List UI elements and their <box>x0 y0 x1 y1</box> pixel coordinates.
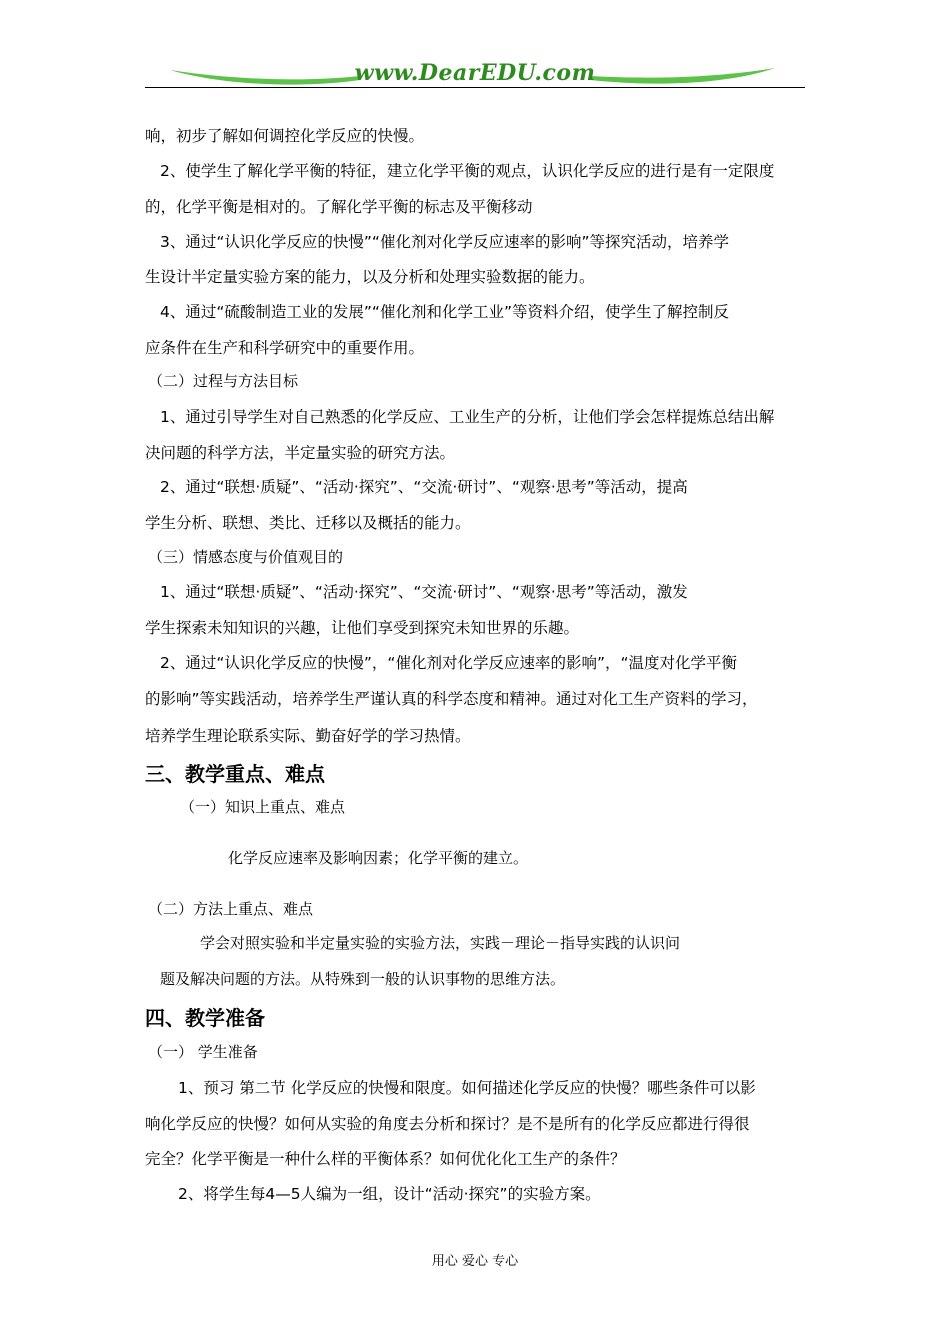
subsection-title: （二）过程与方法目标 <box>148 372 299 390</box>
page-footer: 用心 爱心 专心 <box>431 1254 519 1269</box>
para-line: 的影响”等实践活动，培养学生严谨认真的科学态度和精神。通过对化工生产资料的学习， <box>145 690 758 708</box>
site-header <box>145 58 805 90</box>
para-line: 2、通过“联想·质疑”、“活动·探究”、“交流·研讨”、“观察·思考”等活动，提高 <box>160 478 688 496</box>
para-line: 的，化学平衡是相对的。了解化学平衡的标志及平衡移动 <box>145 198 533 216</box>
para-line: 2、使学生了解化学平衡的特征，建立化学平衡的观点，认识化学反应的进行是有一定限度 <box>160 162 775 180</box>
para-line: 题及解决问题的方法。从特殊到一般的认识事物的思维方法。 <box>160 970 566 988</box>
para-line: 完全？化学平衡是一种什么样的平衡体系？如何优化化工生产的条件？ <box>145 1150 626 1168</box>
para-line: 培养学生理论联系实际、勤奋好学的学习热情。 <box>145 727 471 745</box>
section-heading-3: 三、教学重点、难点 <box>145 762 325 786</box>
para-line: 2、通过“认识化学反应的快慢”，“催化剂对化学反应速率的影响”，“温度对化学平衡 <box>160 654 738 672</box>
subsection-title: （二）方法上重点、难点 <box>148 900 314 918</box>
para-line: 1、通过“联想·质疑”、“活动·探究”、“交流·研讨”、“观察·思考”等活动，激发 <box>160 583 688 601</box>
para-line: 2、将学生每4—5人编为一组，设计“活动·探究”的实验方案。 <box>178 1185 601 1203</box>
subsection-title: （一）知识上重点、难点 <box>180 798 346 816</box>
subsection-title: （一） 学生准备 <box>148 1043 258 1061</box>
para-line: 学生探索未知知识的兴趣，让他们享受到探究未知世界的乐趣。 <box>145 619 580 637</box>
para-line: 3、通过“认识化学反应的快慢”“催化剂对化学反应速率的影响”等探究活动，培养学 <box>160 233 729 251</box>
para-line: 4、通过“硫酸制造工业的发展”“催化剂和化学工业”等资料介绍，使学生了解控制反 <box>160 303 729 321</box>
para-line: 化学反应速率及影响因素；化学平衡的建立。 <box>228 849 529 867</box>
para-line: 学生分析、联想、类比、迁移以及概括的能力。 <box>145 514 471 532</box>
section-heading-4: 四、教学准备 <box>145 1006 265 1030</box>
para-line: 生设计半定量实验方案的能力，以及分析和处理实验数据的能力。 <box>145 268 595 286</box>
para-line: 应条件在生产和科学研究中的重要作用。 <box>145 339 425 357</box>
para-line: 学会对照实验和半定量实验的实验方法，实践－理论－指导实践的认识问 <box>200 934 681 952</box>
para-line: 决问题的科学方法，半定量实验的研究方法。 <box>145 444 456 462</box>
header-divider <box>145 87 805 88</box>
para-line: 响，初步了解如何调控化学反应的快慢。 <box>145 127 425 145</box>
para-line: 响化学反应的快慢？如何从实验的角度去分析和探讨？是不是所有的化学反应都进行得很 <box>145 1115 750 1133</box>
subsection-title: （三）情感态度与价值观目的 <box>148 548 344 566</box>
para-line: 1、预习 第二节 化学反应的快慢和限度。如何描述化学反应的快慢？哪些条件可以影 <box>178 1079 756 1097</box>
para-line: 1、通过引导学生对自己熟悉的化学反应、工业生产的分析，让他们学会怎样提炼总结出解 <box>160 408 775 426</box>
site-logo-text[interactable]: www.DearEDU.com <box>354 60 596 86</box>
